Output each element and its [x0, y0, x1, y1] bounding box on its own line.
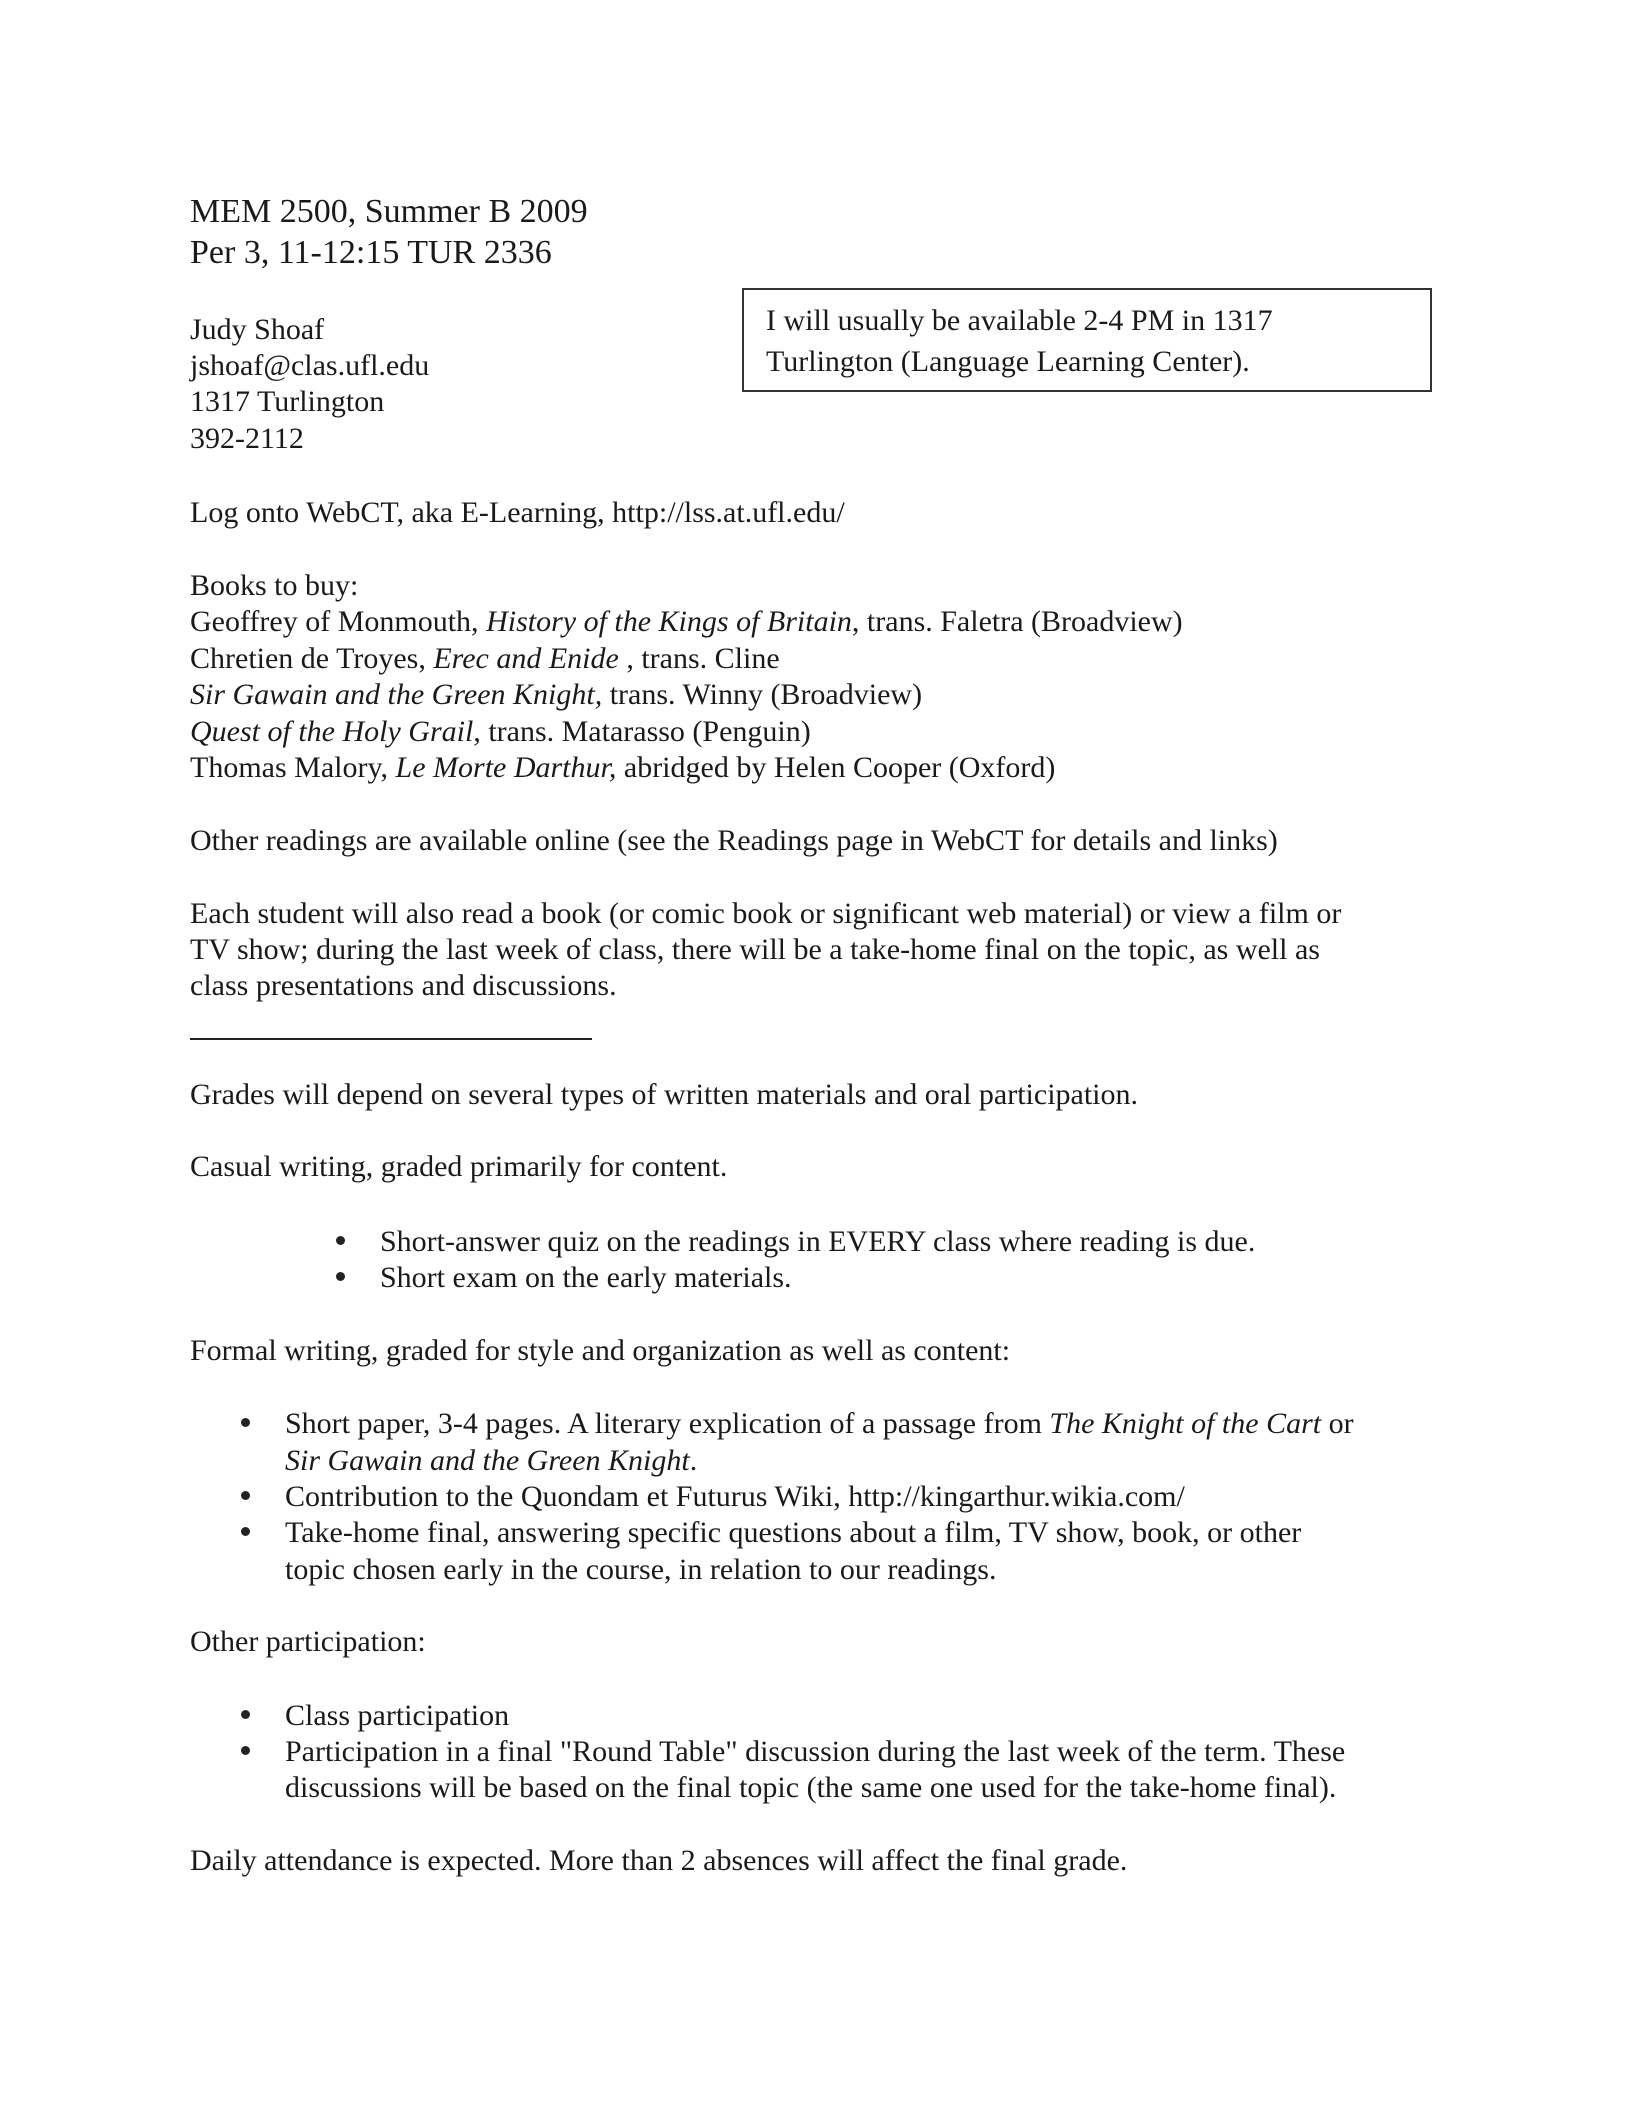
list-item: Contribution to the Quondam et Futurus Wiki, http://kingarthur.wikia.com/	[285, 1478, 1185, 1515]
project-line: Each student will also read a book (or comic book or significant web material) or view a film or	[190, 897, 1342, 930]
bullet-icon	[336, 1236, 345, 1245]
bullet-icon	[241, 1491, 250, 1500]
project-line: TV show; during the last week of class, there will be a take-home final on the topic, as well as	[190, 933, 1320, 966]
list-item-continuation: discussions will be based on the final topic (the same one used for the take-home final).	[285, 1771, 1337, 1804]
webct-line: Log onto WebCT, aka E-Learning, http://lss.at.ufl.edu/	[190, 496, 845, 529]
bullet-icon	[241, 1746, 250, 1755]
books-heading: Books to buy:	[190, 569, 359, 602]
course-title: MEM 2500, Summer B 2009	[190, 193, 588, 230]
list-item: Short paper, 3-4 pages. A literary explication of a passage from The Knight of the Cart or	[285, 1405, 1354, 1442]
list-item: Participation in a final "Round Table" discussion during the last week of the term. These	[285, 1733, 1345, 1770]
book-item: Chretien de Troyes, Erec and Enide , trans. Cline	[190, 642, 780, 675]
project-line: class presentations and discussions.	[190, 969, 617, 1002]
book-item: Sir Gawain and the Green Knight, trans. Winny (Broadview)	[190, 678, 923, 711]
book-item: Quest of the Holy Grail, trans. Matarasso (Penguin)	[190, 715, 811, 748]
list-item-continuation: topic chosen early in the course, in relation to our readings.	[285, 1553, 997, 1586]
list-item: Short exam on the early materials.	[380, 1259, 792, 1296]
participation-heading: Other participation:	[190, 1625, 426, 1658]
course-meeting: Per 3, 11-12:15 TUR 2336	[190, 234, 552, 271]
office-hours-line: Turlington (Language Learning Center).	[766, 345, 1250, 378]
book-item: Thomas Malory, Le Morte Darthur, abridged by Helen Cooper (Oxford)	[190, 751, 1056, 784]
instructor-name: Judy Shoaf	[190, 313, 325, 346]
grades-intro: Grades will depend on several types of written materials and oral participation.	[190, 1078, 1139, 1111]
list-item: Class participation	[285, 1697, 509, 1734]
instructor-phone: 392-2112	[190, 422, 304, 455]
list-item: Take-home final, answering specific questions about a film, TV show, book, or other	[285, 1514, 1301, 1551]
section-divider	[190, 1038, 592, 1040]
bullet-icon	[241, 1710, 250, 1719]
casual-heading: Casual writing, graded primarily for content.	[190, 1150, 728, 1183]
instructor-email: jshoaf@clas.ufl.edu	[190, 349, 430, 382]
office-hours-line: I will usually be available 2-4 PM in 1317	[766, 304, 1273, 337]
book-item: Geoffrey of Monmouth, History of the Kings of Britain, trans. Faletra (Broadview)	[190, 605, 1183, 638]
bullet-icon	[336, 1272, 345, 1281]
instructor-office: 1317 Turlington	[190, 385, 385, 418]
bullet-icon	[241, 1527, 250, 1536]
attendance-note: Daily attendance is expected. More than 2 absences will affect the final grade.	[190, 1844, 1128, 1877]
list-item-continuation: Sir Gawain and the Green Knight.	[285, 1444, 698, 1477]
list-item: Short-answer quiz on the readings in EVERY class where reading is due.	[380, 1223, 1255, 1260]
formal-heading: Formal writing, graded for style and organization as well as content:	[190, 1334, 1011, 1367]
other-readings: Other readings are available online (see the Readings page in WebCT for details and links)	[190, 824, 1278, 857]
office-hours-box	[742, 288, 1432, 392]
bullet-icon	[241, 1418, 250, 1427]
